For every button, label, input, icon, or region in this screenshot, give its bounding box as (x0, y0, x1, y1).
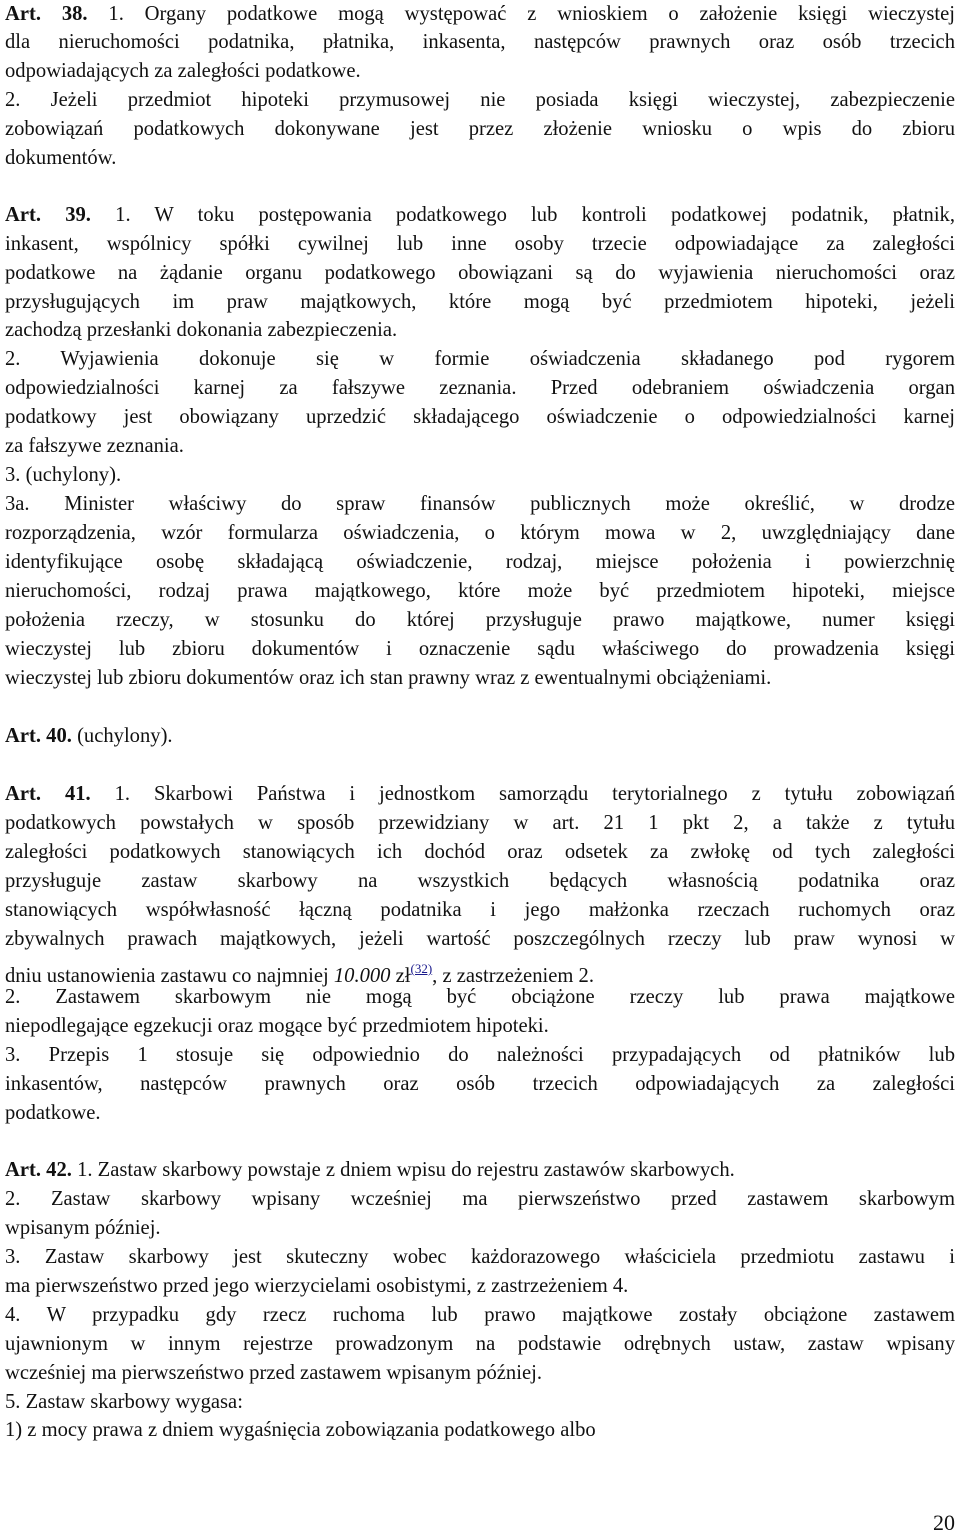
art39-line-16: wieczystej lub zbioru dokumentów i oznaczenie sądu właściwego do prowadzenia księgi (5, 638, 955, 660)
art38-line-4: 2. Jeżeli przedmiot hipoteki przymusowej nie posiada księgi wieczystej, zabezpieczenie (5, 89, 955, 111)
art39-line-1: Art. 39. 1. W toku postępowania podatkowego lub kontroli podatkowej podatnik, płatnik, (5, 204, 955, 226)
art39-line-14: nieruchomości, rodzaj prawa majątkowego, które może być przedmiotem hipoteki, miejsce (5, 580, 955, 602)
art38-line-6: dokumentów. (5, 147, 117, 169)
art39-heading: Art. 39. (5, 204, 91, 226)
art41-line-5: stanowiących współwłasność łączną podatnika i jego małżonka rzeczach ruchomych oraz (5, 899, 955, 921)
art39-line-13: identyfikujące osobę składającą oświadczenie, rodzaj, miejsce położenia i powierzchnię (5, 551, 955, 573)
art38-line-5: zobowiązań podatkowych dokonywane jest przez złożenie wniosku o wpis do zbioru (5, 118, 955, 140)
art42-line-10: 1) z mocy prawa z dniem wygaśnięcia zobowiązania podatkowego albo (5, 1419, 596, 1441)
art42-line-9: 5. Zastaw skarbowy wygasa: (5, 1391, 243, 1413)
art39-line-9: za fałszywe zeznania. (5, 435, 184, 457)
art41-line-4: przysługuje zastaw skarbowy na wszystkich będących własnością podatnika oraz (5, 870, 955, 892)
art41-heading: Art. 41. (5, 783, 91, 805)
art41-line-1: Art. 41. 1. Skarbowi Państwa i jednostkom samorządu terytorialnego z tytułu zobowiązań (5, 783, 955, 805)
art38-heading: Art. 38. (5, 3, 88, 25)
art39-line-11: 3a. Minister właściwy do spraw finansów publicznych może określić, w drodze (5, 493, 955, 515)
art40-heading: Art. 40. (5, 725, 72, 747)
art41-line-12: podatkowe. (5, 1102, 101, 1124)
art38-line-3: odpowiadających za zaległości podatkowe. (5, 60, 361, 82)
art39-line-3: podatkowe na żądanie organu podatkowego obowiązani są do wyjawienia nieruchomości oraz (5, 262, 955, 284)
art42-line-8: wcześniej ma pierwszeństwo przed zastawem wpisanym później. (5, 1362, 542, 1384)
art41-line-11: inkasentów, następców prawnych oraz osób trzecich odpowiadających za zaległości (5, 1073, 955, 1095)
art41-line-2: podatkowych powstałych w sposób przewidziany w art. 21 1 pkt 2, a także z tytułu (5, 812, 955, 834)
art41-line-8: 2. Zastawem skarbowym nie mogą być obciążone rzeczy lub prawa majątkowe (5, 986, 955, 1008)
page-number: 20 (933, 1510, 955, 1535)
art41-line-9: niepodlegające egzekucji oraz mogące być przedmiotem hipoteki. (5, 1015, 549, 1037)
art39-line-7: odpowiedzialności karnej za fałszywe zeznania. Przed odebraniem oświadczenia organ (5, 377, 955, 399)
art41-line-10: 3. Przepis 1 stosuje się odpowiednio do należności przypadających od płatników lub (5, 1044, 955, 1066)
art42-line-1: Art. 42. 1. Zastaw skarbowy powstaje z dniem wpisu do rejestru zastawów skarbowych. (5, 1159, 735, 1181)
art38-line-2: dla nieruchomości podatnika, płatnika, inkasenta, następców prawnych oraz osób trzecich (5, 31, 955, 53)
art41-line-7: dniu ustanowienia zastawu co najmniej 10.000 zł$^{(32)}$, z zastrzeżeniem 2. (5, 961, 594, 987)
art42-line-5: ma pierwszeństwo przed jego wierzycielami osobistymi, z zastrzeżeniem 4. (5, 1275, 629, 1297)
art39-line-4: przysługujących im praw majątkowych, które mogą być przedmiotem hipoteki, jeżeli (5, 291, 955, 313)
footnote-link[interactable]: (32) (410, 961, 433, 976)
art38-line-1: Art. 38. 1. Organy podatkowe mogą występować z wnioskiem o założenie księgi wieczystej (5, 3, 955, 25)
art39-line-8: podatkowy jest obowiązany uprzedzić składającego oświadczenie o odpowiedzialności karnej (5, 406, 955, 428)
art42-heading: Art. 42. (5, 1159, 72, 1181)
art42-line-7: ujawnionym w innym rejestrze prowadzonym na podstawie odrębnych ustaw, zastaw wpisany (5, 1333, 955, 1355)
art39-line-10: 3. (uchylony). (5, 464, 122, 486)
art42-line-6: 4. W przypadku gdy rzecz ruchoma lub prawo majątkowe zostały obciążone zastawem (5, 1304, 955, 1326)
art41-line-6: zbywalnych prawach majątkowych, jeżeli wartość poszczególnych rzeczy lub praw wynosi w (5, 928, 955, 950)
art39-line-15: położenia rzeczy, w stosunku do której przysługuje prawo majątkowe, numer księgi (5, 609, 955, 631)
art41-line-3: zaległości podatkowych stanowiących ich dochód oraz odsetek za zwłokę od tych zaległości (5, 841, 955, 863)
art42-line-4: 3. Zastaw skarbowy jest skuteczny wobec każdorazowego właściciela przedmiotu zastawu i (5, 1246, 955, 1268)
art39-line-2: inkasent, wspólnicy spółki cywilnej lub inne osoby trzecie odpowiadające za zaległości (5, 233, 955, 255)
art40-line: Art. 40. (uchylony). (5, 725, 173, 747)
art39-line-17: wieczystej lub zbioru dokumentów oraz ich stan prawny wraz z ewentualnymi obciążeniami. (5, 667, 772, 689)
amount-value: 10.000 (333, 965, 391, 987)
art39-line-6: 2. Wyjawienia dokonuje się w formie oświadczenia składanego pod rygorem (5, 348, 955, 370)
art39-line-5: zachodzą przesłanki dokonania zabezpieczenia. (5, 319, 398, 341)
art42-line-2: 2. Zastaw skarbowy wpisany wcześniej ma pierwszeństwo przed zastawem skarbowym (5, 1188, 955, 1210)
art39-line-12: rozporządzenia, wzór formularza oświadczenia, o którym mowa w 2, uwzględniający dane (5, 522, 955, 544)
art42-line-3: wpisanym później. (5, 1217, 161, 1239)
